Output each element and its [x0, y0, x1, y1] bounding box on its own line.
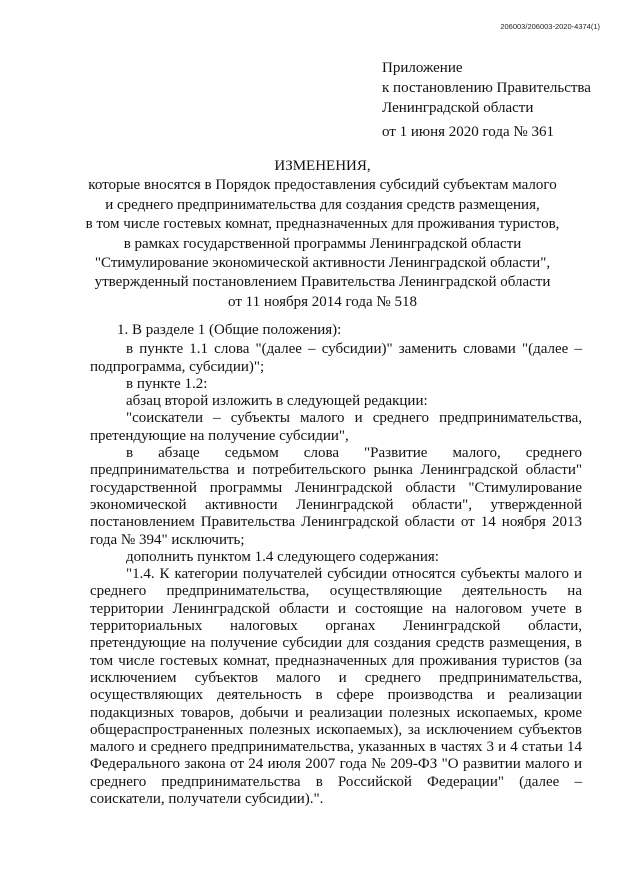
title-line: которые вносятся в Порядок предоставления субсидий субъектам малого [88, 177, 557, 194]
document-title [60, 157, 585, 312]
body-paragraph: "1.4. К категории получателей субсидии относятся субъекты малого и среднего предпринимательства, осуществляющие деятельность на территории Ленинградской области и состоящие на налоговом учете в территориальных налоговых органах Ленинградской области, претендующие на получение субсидии для создания средств размещения, в том числе гостевых комнат, предназначенных для проживания туристов (за исключением субъектов малого и среднего предпринимательства, осуществляющих деятельность в сфере производства и реализации подакцизных товаров, добычи и реализации полезных ископаемых, кроме общераспространенных полезных ископаемых), за исключением субъектов малого и среднего предпринимательства, указанных в частях 3 и 4 статьи 14 Федерального закона от 24 июля 2007 года № 209-ФЗ "О развитии малого и среднего предпринимательства в Российской Федерации" (далее – соискатели, получатели субсидии).". [90, 566, 582, 808]
title-line: от 11 ноября 2014 года № 518 [228, 293, 417, 310]
body-paragraph: в пункте 1.2: [126, 375, 208, 392]
title-line: утвержденный постановлением Правительства Ленинградской области [94, 274, 551, 291]
appendix-decree-ref: к постановлению Правительства [382, 80, 591, 96]
title-line: "Стимулирование экономической активности Ленинградской области", [94, 255, 551, 272]
body-paragraph: дополнить пунктом 1.4 следующего содержания: [126, 548, 439, 565]
appendix-label: Приложение [382, 60, 463, 76]
appendix-date: от 1 июня 2020 года № 361 [382, 124, 554, 140]
title-line: в том числе гостевых комнат, предназначенных для проживания туристов, [85, 216, 560, 233]
title-line: и среднего предпринимательства для создания средств размещения, [105, 196, 540, 213]
body-paragraph: "соискатели – субъекты малого и среднего предпринимательства, претендующие на получение субсидии", [90, 410, 582, 444]
document-id: 206003/206003-2020-4374(1) [500, 22, 600, 31]
title-line: в рамках государственной программы Ленинградской области [123, 235, 522, 252]
body-paragraph: абзац второй изложить в следующей редакции: [126, 393, 428, 410]
appendix-block [382, 58, 622, 142]
body-paragraph: в абзаце седьмом слова "Развитие малого, среднего предпринимательства и потребительского рынка Ленинградской области" государственной программы Ленинградской области "Стимулирование экономической активности Ленинградской области", утвержденной постановлением Правительства Ленинградской области от 14 ноября 2013 года № 394" исключить; [90, 445, 582, 548]
document-body [90, 322, 582, 808]
section-heading: 1. В разделе 1 (Общие положения): [117, 322, 342, 338]
appendix-region: Ленинградской области [382, 100, 534, 116]
title-heading: ИЗМЕНЕНИЯ, [274, 158, 371, 174]
body-paragraph: в пункте 1.1 слова "(далее – субсидии)" заменить словами "(далее – подпрограмма, субсидии)"; [90, 341, 582, 375]
